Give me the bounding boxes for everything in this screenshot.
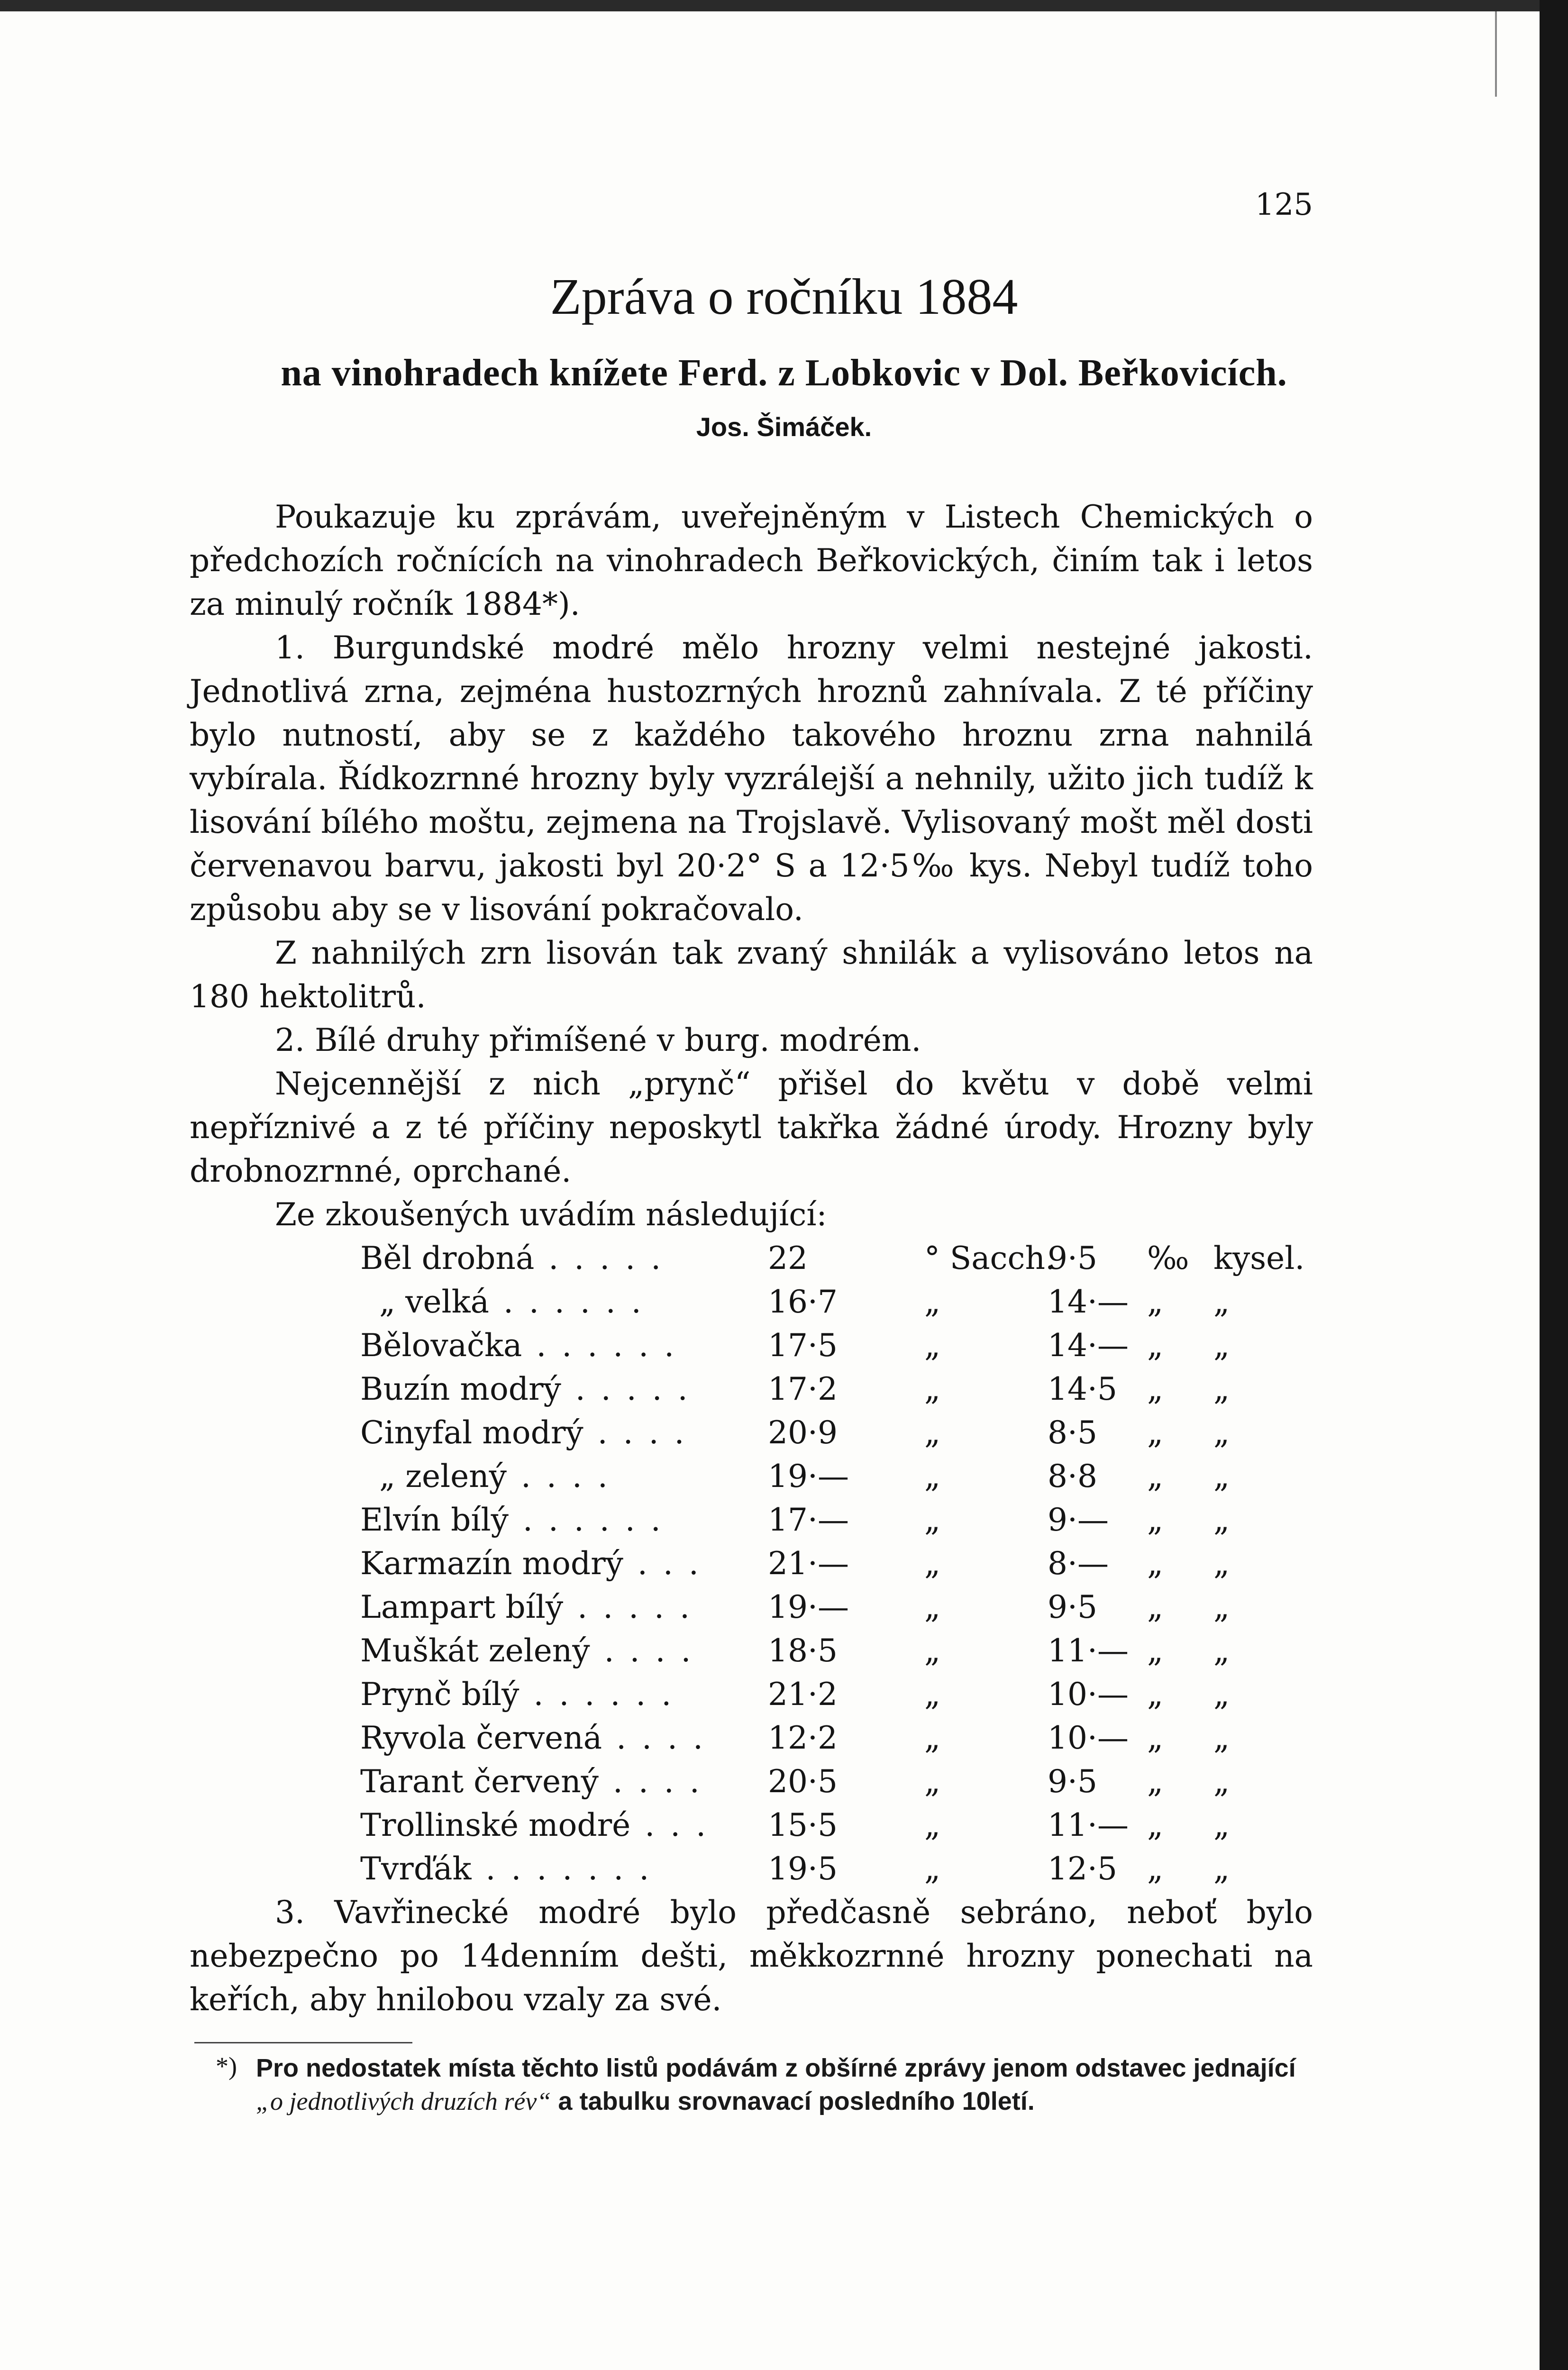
variety-label: Ryvola červená — [360, 1720, 602, 1756]
variety-name — [360, 1760, 768, 1804]
acid-label: „ — [1213, 1850, 1230, 1887]
table-row — [360, 1367, 1313, 1411]
table-row — [360, 1498, 1313, 1542]
acid-label: „ — [1213, 1676, 1230, 1713]
variety-name — [360, 1455, 768, 1498]
leader-dots: . . . . — [616, 1720, 706, 1756]
paragraph-4: Nejcennější z nich „prynč“ přišel do květu v době velmi nepříznivé a z té příčiny neposkytl takřka žádné úrody. Hrozny byly drobnozrnné, oprchané. — [190, 1066, 1313, 1189]
variety-label: Bělovačka — [360, 1327, 522, 1364]
acid-unit: „ — [1147, 1502, 1164, 1538]
paragraph-1: 1. Burgundské modré mělo hrozny velmi nestejné jakosti. Jednotlivá zrna, zejména hustozrných hroznů zahnívala. Z té příčiny bylo nutností, aby se z každého takového hroznu zrna nahnilá vybírala. Řídkozrnné hrozny byly vyzrálejší a nehnily, užito jich tudíž k lisování bílého moštu, zejmena na Trojslavě. Vylisovaný mošt měl dosti červenavou barvu, jakosti byl 20·2° S a 12·5‰ kys. Nebyl tudíž toho způsobu aby se v lisování pokračovalo. — [190, 629, 1313, 928]
acid-unit: „ — [1147, 1676, 1164, 1713]
sugar-unit: „ — [924, 1371, 941, 1407]
footnote-italic: „o jednotlivých druzích rév“ — [256, 2087, 551, 2115]
acid-label: „ — [1213, 1284, 1230, 1320]
acid-unit: „ — [1147, 1850, 1164, 1887]
scan-fold-mark — [1495, 11, 1497, 97]
acid-label: „ — [1213, 1414, 1230, 1451]
sugar-value: 20·5 — [768, 1763, 838, 1800]
table-row — [360, 1542, 1313, 1586]
paragraph-6: 3. Vavřinecké modré bylo předčasně sebráno, neboť bylo nebezpečno po 14denním dešti, měkkozrnné hrozny ponechati na keřích, aby hnilobou vzaly za své. — [190, 1894, 1313, 2018]
sugar-unit: „ — [924, 1589, 941, 1625]
acid-value: 10·— — [1048, 1720, 1129, 1756]
table-row — [360, 1455, 1313, 1498]
footnote-rule — [194, 2042, 412, 2043]
acid-unit: „ — [1147, 1589, 1164, 1625]
acid-value: 8·8 — [1048, 1458, 1097, 1495]
sugar-unit: „ — [924, 1763, 941, 1800]
leader-dots: . . . . — [520, 1458, 611, 1495]
table-row — [360, 1411, 1313, 1455]
acid-unit: „ — [1147, 1327, 1164, 1364]
sugar-value: 19·— — [768, 1458, 849, 1495]
acid-unit: ‰ — [1147, 1240, 1189, 1276]
variety-label: Prynč bílý — [360, 1676, 520, 1713]
acid-unit: „ — [1147, 1371, 1164, 1407]
sugar-value: 15·5 — [768, 1807, 838, 1843]
variety-label: Lampart bílý — [360, 1589, 564, 1625]
acid-unit: „ — [1147, 1414, 1164, 1451]
footnote — [256, 2051, 1313, 2118]
leader-dots: . . . — [645, 1807, 709, 1843]
variety-name — [360, 1804, 768, 1847]
acid-unit: „ — [1147, 1284, 1164, 1320]
sugar-value: 18·5 — [768, 1632, 838, 1669]
acid-label: „ — [1213, 1632, 1230, 1669]
page-title: Zpráva o ročníku 1884 — [550, 269, 1018, 325]
acid-unit: „ — [1147, 1458, 1164, 1495]
sugar-unit: „ — [924, 1807, 941, 1843]
footnote-text: Pro nedostatek místa těchto listů podávám z obšírné zprávy jenom odstavec jednající — [256, 2054, 1296, 2082]
sugar-unit: „ — [924, 1327, 941, 1364]
sugar-value: 20·9 — [768, 1414, 838, 1451]
leader-dots: . . . — [637, 1545, 702, 1582]
acid-label: „ — [1213, 1502, 1230, 1538]
leader-dots: . . . . — [612, 1763, 702, 1800]
table-row — [360, 1237, 1313, 1280]
sugar-value: 19·5 — [768, 1850, 838, 1887]
variety-name — [360, 1280, 768, 1324]
page-number: 125 — [1255, 187, 1313, 222]
scan-edge-top — [0, 0, 1568, 11]
variety-label: Muškát zelený — [360, 1632, 590, 1669]
acid-value: 12·5 — [1048, 1850, 1117, 1887]
variety-label: Buzín modrý — [360, 1371, 561, 1407]
table-row — [360, 1629, 1313, 1673]
leader-dots: . . . . . — [577, 1589, 693, 1625]
variety-name — [360, 1586, 768, 1629]
paragraph-intro: Poukazuje ku zprávám, uveřejněným v Listech Chemických o předchozích ročnících na vinohradech Beřkovických, činím tak i letos za minulý ročník 1884*). — [190, 499, 1313, 622]
acid-label: „ — [1213, 1720, 1230, 1756]
table-row — [360, 1280, 1313, 1324]
variety-label: Tvrďák — [360, 1850, 472, 1887]
acid-label: „ — [1213, 1545, 1230, 1582]
footnote-text-end: a tabulku srovnavací posledního 10letí. — [558, 2087, 1035, 2115]
acid-value: 9·— — [1048, 1502, 1109, 1538]
acid-unit: „ — [1147, 1720, 1164, 1756]
leader-dots: . . . . — [604, 1632, 694, 1669]
acid-value: 14·5 — [1048, 1371, 1117, 1407]
acid-unit: „ — [1147, 1545, 1164, 1582]
sugar-value: 21·2 — [768, 1676, 838, 1713]
variety-label: Trollinské modré — [360, 1807, 631, 1843]
paragraph-3: 2. Bílé druhy přimíšené v burg. modrém. — [275, 1022, 921, 1058]
variety-name — [360, 1629, 768, 1673]
acid-unit: „ — [1147, 1763, 1164, 1800]
variety-name — [360, 1542, 768, 1586]
leader-dots: . . . . . . — [533, 1676, 675, 1713]
acid-value: 8·5 — [1048, 1414, 1097, 1451]
sugar-unit: „ — [924, 1502, 941, 1538]
leader-dots: . . . . . . — [536, 1327, 677, 1364]
variety-name — [360, 1411, 768, 1455]
sugar-value: 12·2 — [768, 1720, 838, 1756]
sugar-unit: „ — [924, 1414, 941, 1451]
acid-value: 9·5 — [1048, 1589, 1097, 1625]
variety-name — [360, 1498, 768, 1542]
table-row — [360, 1716, 1313, 1760]
variety-name — [360, 1716, 768, 1760]
sugar-unit: ° Sacch. — [924, 1240, 1055, 1276]
article-body — [190, 495, 1313, 2022]
sugar-value: 17·— — [768, 1502, 849, 1538]
leader-dots: . . . . . . . — [485, 1850, 652, 1887]
table-row — [360, 1804, 1313, 1847]
variety-name — [360, 1367, 768, 1411]
variety-label: Cinyfal modrý — [360, 1414, 583, 1451]
sugar-value: 17·5 — [768, 1327, 838, 1364]
sugar-unit: „ — [924, 1545, 941, 1582]
table-row — [360, 1586, 1313, 1629]
acid-label: „ — [1213, 1807, 1230, 1843]
table-row — [360, 1673, 1313, 1716]
variety-label: Tarant červený — [360, 1763, 599, 1800]
acid-label: kysel. — [1213, 1240, 1305, 1276]
sugar-value: 17·2 — [768, 1371, 838, 1407]
acid-value: 10·— — [1048, 1676, 1129, 1713]
acid-value: 11·— — [1048, 1807, 1129, 1843]
sugar-value: 19·— — [768, 1589, 849, 1625]
acid-label: „ — [1213, 1458, 1230, 1495]
leader-dots: . . . . . — [575, 1371, 691, 1407]
variety-label: „ zelený — [379, 1458, 507, 1495]
sugar-unit: „ — [924, 1850, 941, 1887]
leader-dots: . . . . . — [548, 1240, 664, 1276]
variety-name — [360, 1237, 768, 1280]
sugar-unit: „ — [924, 1676, 941, 1713]
sugar-unit: „ — [924, 1284, 941, 1320]
leader-dots: . . . . . . — [522, 1502, 664, 1538]
variety-name — [360, 1847, 768, 1891]
sugar-value: 16·7 — [768, 1284, 838, 1320]
variety-table — [360, 1237, 1313, 1891]
acid-value: 8·— — [1048, 1545, 1109, 1582]
variety-label: Běl drobná — [360, 1240, 535, 1276]
acid-value: 14·— — [1048, 1284, 1129, 1320]
page-subtitle: na vinohradech knížete Ferd. z Lobkovic v Dol. Beřkovicích. — [281, 352, 1287, 394]
leader-dots: . . . . — [597, 1414, 687, 1451]
author: Jos. Šimáček. — [696, 412, 872, 442]
sugar-value: 22 — [768, 1240, 808, 1276]
acid-label: „ — [1213, 1327, 1230, 1364]
paragraph-5: Ze zkoušených uvádím následující: — [275, 1196, 827, 1233]
leader-dots: . . . . . . — [503, 1284, 644, 1320]
sugar-unit: „ — [924, 1720, 941, 1756]
acid-value: 9·5 — [1048, 1240, 1097, 1276]
paragraph-2: Z nahnilých zrn lisován tak zvaný shnilák a vylisováno letos na 180 hektolitrů. — [190, 935, 1313, 1015]
table-row — [360, 1847, 1313, 1891]
table-row — [360, 1324, 1313, 1367]
sugar-unit: „ — [924, 1632, 941, 1669]
acid-unit: „ — [1147, 1632, 1164, 1669]
sugar-unit: „ — [924, 1458, 941, 1495]
variety-label: Elvín bílý — [360, 1502, 509, 1538]
footnote-marker: *) — [216, 2052, 237, 2080]
variety-name — [360, 1673, 768, 1716]
acid-value: 11·— — [1048, 1632, 1129, 1669]
variety-label: Karmazín modrý — [360, 1545, 623, 1582]
acid-label: „ — [1213, 1371, 1230, 1407]
sugar-value: 21·— — [768, 1545, 849, 1582]
acid-label: „ — [1213, 1763, 1230, 1800]
acid-label: „ — [1213, 1589, 1230, 1625]
variety-name — [360, 1324, 768, 1367]
variety-label: „ velká — [379, 1284, 489, 1320]
acid-unit: „ — [1147, 1807, 1164, 1843]
table-row — [360, 1760, 1313, 1804]
acid-value: 9·5 — [1048, 1763, 1097, 1800]
acid-value: 14·— — [1048, 1327, 1129, 1364]
